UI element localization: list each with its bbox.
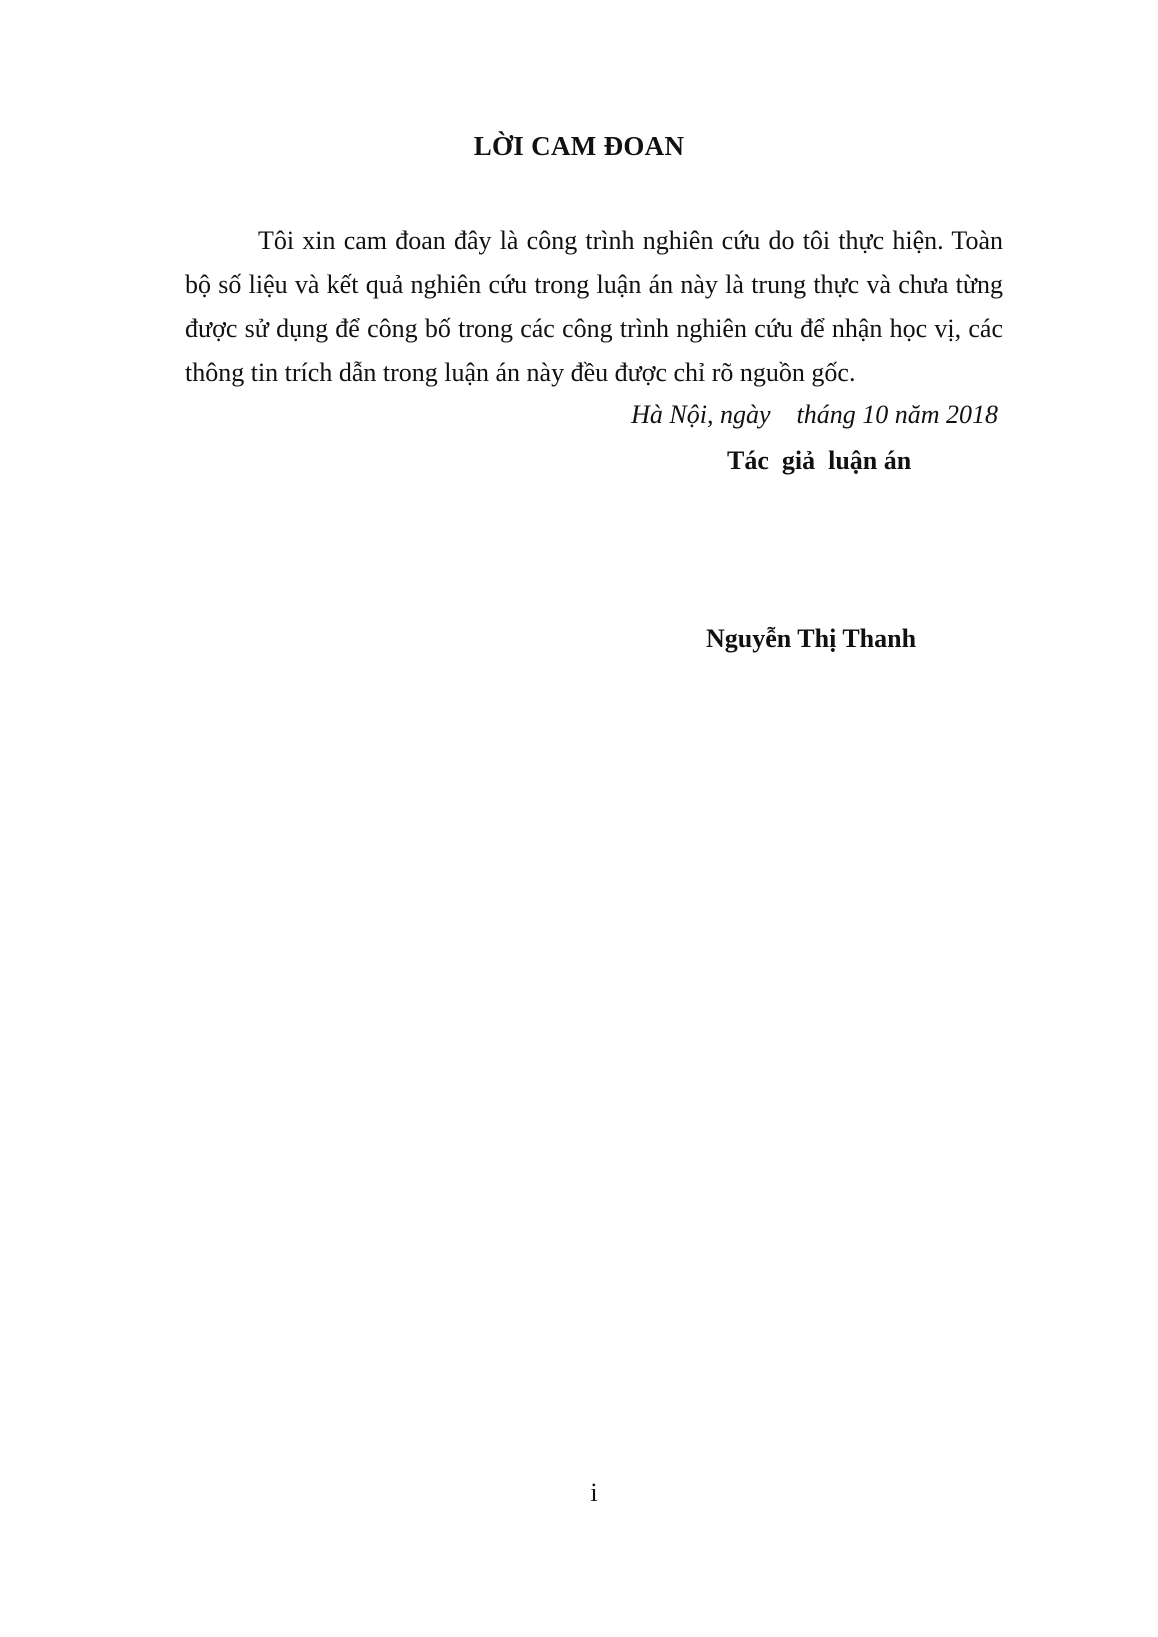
author-label: Tác giả luận án — [727, 446, 912, 475]
declaration-paragraph: Tôi xin cam đoan đây là công trình nghiên cứu do tôi thực hiện. Toàn bộ số liệu và kết quả nghiên cứu trong luận án này là trung thực và chưa từng được sử dụng để công bố trong các công trình nghiên cứu để nhận học vị, các thông tin trích dẫn trong luận án này đều được chỉ rõ nguồn gốc. — [185, 226, 1003, 387]
page-title: LỜI CAM ĐOAN — [473, 131, 685, 161]
date-line: Hà Nội, ngày tháng 10 năm 2018 — [631, 400, 998, 429]
page-number: i — [590, 1478, 598, 1507]
author-name: Nguyễn Thị Thanh — [706, 624, 917, 653]
